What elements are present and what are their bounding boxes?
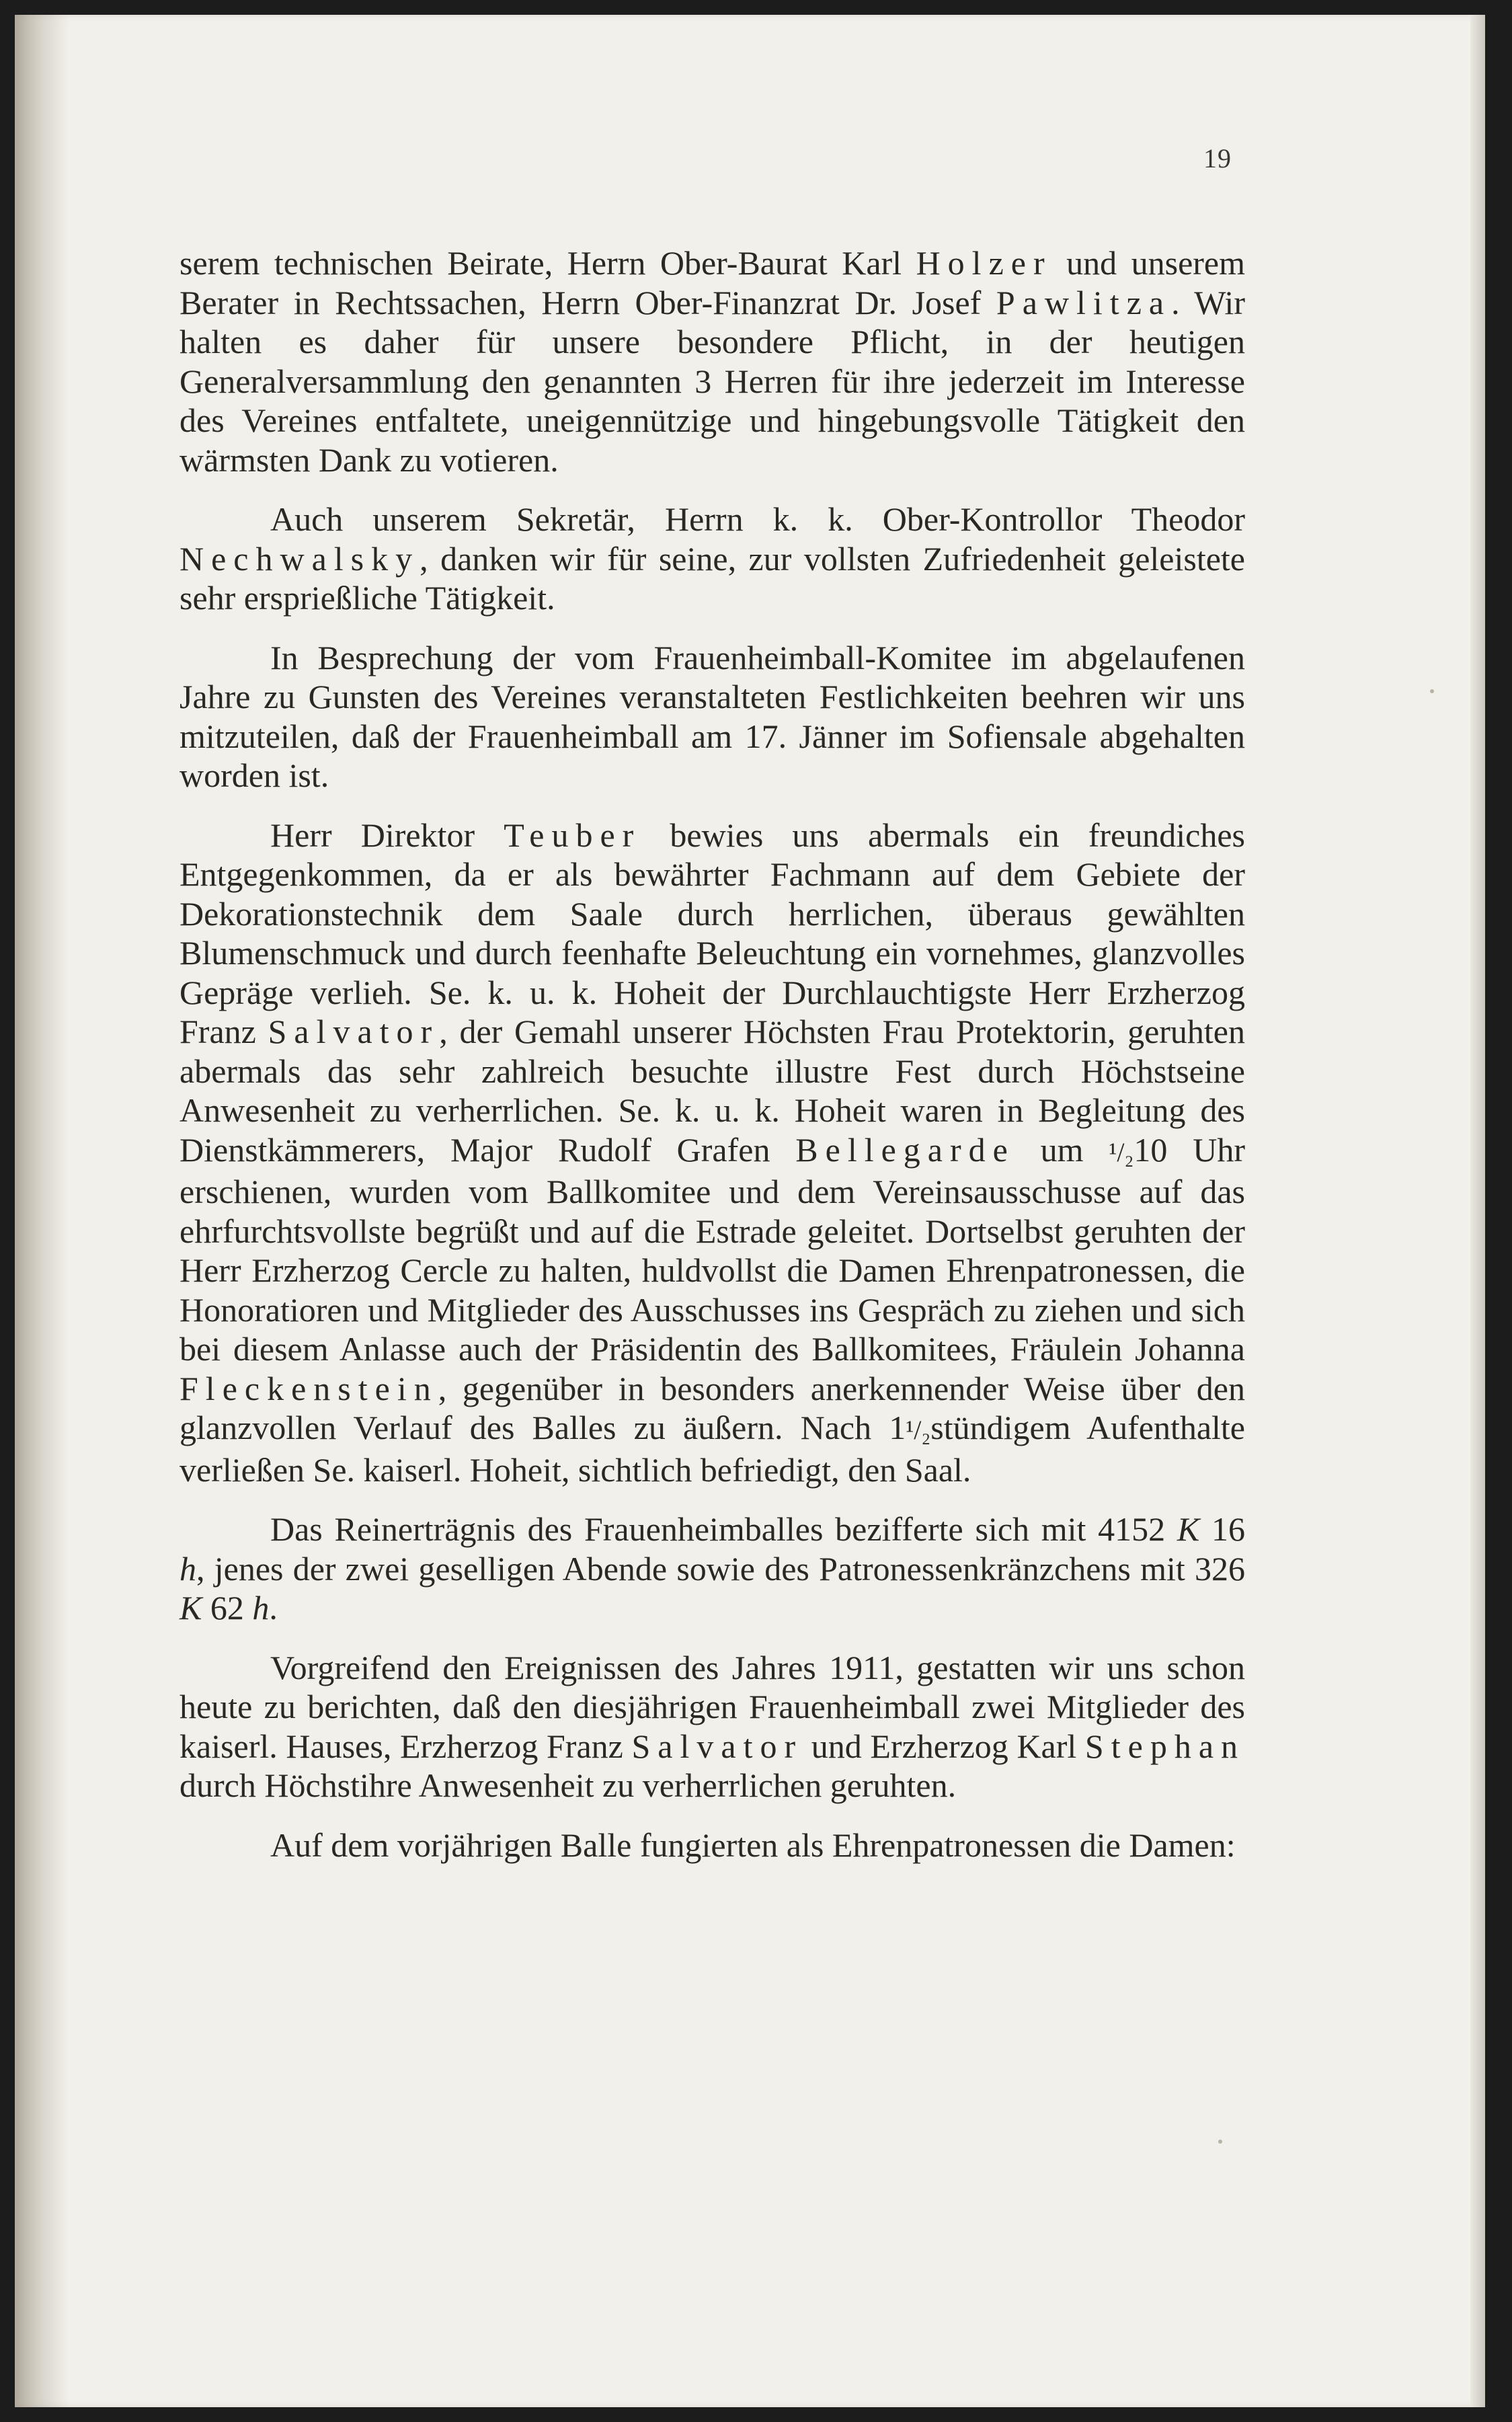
fraction: ¹/₂ [1109, 1136, 1134, 1167]
spaced-name: Teuber [504, 816, 641, 854]
spaced-name: Salvator [631, 1727, 803, 1765]
paragraph-p5: Das Reinerträgnis des Frauenheimballes bezifferte sich mit 4152 K 16 h, jenes der zwei geselligen Abende sowie des Patronessenkränzchens mit 326 K 62 h. [180, 1510, 1245, 1627]
paragraph-p3: In Besprechung der vom Frauenheimball-Komitee im abgelaufenen Jahre zu Gunsten des Vereines veranstalteten Festlichkeiten beehren wir uns mitzuteilen, daß der Frauenheimball am 17. Jänner im Sofiensale abgehalten worden ist. [180, 638, 1245, 794]
spaced-name: Holzer [916, 244, 1052, 282]
paragraph-p2: Auch unserem Sekretär, Herrn k. k. Ober-Kontrollor Theodor Nechwalsky, danken wir für seine, zur vollsten Zufriedenheit geleistete sehr ersprießliche Tätigkeit. [180, 500, 1245, 617]
currency-unit: K [1177, 1510, 1200, 1548]
spaced-name: Salvator [268, 1013, 440, 1050]
currency-unit: K [180, 1589, 202, 1627]
spaced-name: Pawlitza [996, 283, 1172, 321]
fraction: ¹/₂ [906, 1415, 931, 1445]
spaced-name: Nechwalsky [180, 539, 420, 578]
page-edge [1470, 15, 1485, 2407]
paper-speck [1430, 689, 1434, 693]
page-binding-shadow [15, 15, 69, 2407]
paragraph-p7: Auf dem vorjährigen Balle fungierten als Ehrenpatronessen die Damen: [270, 1826, 1236, 1864]
currency-unit: h [252, 1589, 270, 1627]
paragraph-p1: serem technischen Beirate, Herrn Ober-Baurat Karl Holzer und unserem Berater in Rechtssachen, Herrn Ober-Finanzrat Dr. Josef Pawlitza. Wir halten es daher für unsere besondere Pflicht, in der heutigen Generalversammlung den genannten 3 Herren für ihre jederzeit im Interesse des Vereines entfaltete, uneigennützige und hingebungsvolle Tätigkeit den wärmsten Dank zu votieren. [180, 244, 1246, 479]
currency-unit: h [180, 1549, 196, 1588]
book-page [15, 15, 1485, 2407]
body-text [180, 243, 1245, 1885]
paragraph-p6: Vorgreifend den Ereignissen des Jahres 1911, gestatten wir uns schon heute zu berichten, daß den diesjährigen Frauenheimball zwei Mitglieder des kaiserl. Hauses, Erzherzog Franz Salvator und Erzherzog Karl Stephan durch Höchstihre Anwesenheit zu verherrlichen geruhten. [180, 1648, 1246, 1804]
spaced-name: Bellegarde [795, 1130, 1015, 1169]
paragraph-p4: Herr Direktor Teuber bewies uns abermals ein freundiches Entgegenkommen, da er als bewährter Fachmann auf dem Gebiete der Dekorationstechnik dem Saale durch herrlichen, überaus gewählten Blumenschmuck und durch feenhafte Beleuchtung ein vornehmes, glanzvolles Gepräge verlieh. Se. k. u. k. Hoheit der Durchlauchtigste Herr Erzherzog Franz Salvator, der Gemahl unserer Höchsten Frau Protektorin, geruhten abermals das sehr zahlreich besuchte illustre Fest durch Höchstseine Anwesenheit zu verherrlichen. Se. k. u. k. Hoheit waren in Begleitung des Dienstkämmerers, Major Rudolf Grafen Bellegarde um ¹/₂10 Uhr erschienen, wurden vom Ballkomitee und dem Vereinsausschusse auf das ehrfurchtsvollste begrüßt und auf die Estrade geleitet. Dortselbst geruhten der Herr Erzherzog Cercle zu halten, huldvollst die Damen Ehrenpatronessen, die Honoratioren und Mitglieder des Ausschusses ins Gespräch zu ziehen und sich bei diesem Anlasse auch der Präsidentin des Ballkomitees, Fräulein Johanna Fleckenstein, gegenüber in besonders anerkennender Weise über den glanzvollen Verlauf des Balles zu äußern. Nach 1¹/₂stündigem Aufenthalte verließen Se. kaiserl. Hoheit, sichtlich befriedigt, den Saal. [180, 816, 1246, 1489]
paper-speck [1218, 2140, 1222, 2144]
spaced-name: Stephan [1084, 1727, 1246, 1765]
page-number: 19 [1203, 143, 1232, 173]
spaced-name: Fleckenstein [180, 1369, 438, 1407]
